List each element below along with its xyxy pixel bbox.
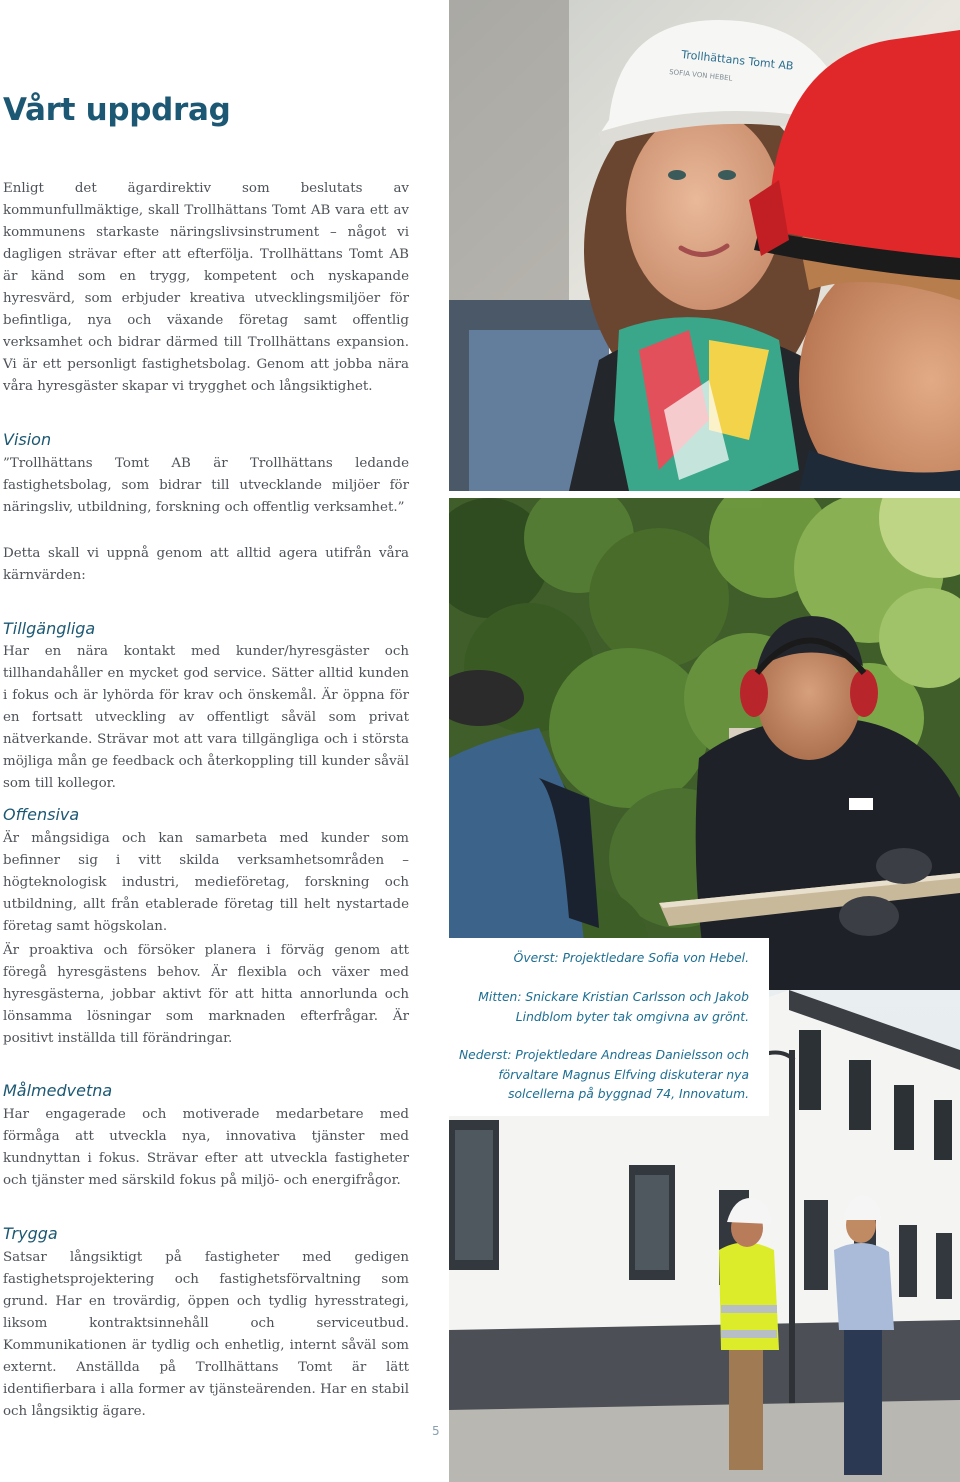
tillgangliga-heading: Tillgängliga	[3, 619, 96, 638]
photo-carpenters	[449, 498, 960, 990]
page-title: Vårt uppdrag	[3, 92, 231, 128]
photo-project-manager	[449, 0, 960, 491]
offensiva-heading: Offensiva	[3, 805, 80, 824]
helmet-logo-text: Trollhättans Tomt AB	[680, 48, 795, 73]
tillgangliga-text: Har en nära kontakt med kunder/hyresgäster och tillhandahåller en mycket god service. Sätter alltid kunden i fokus och är lyhörda för krav och önskemål. Är öppna för en fortsatt utveckling av offentligt såväl som privat nätverkande. Strävar mot att vara tillgängliga och i största möjliga mån ge feedback och återkoppling till kunder såväl som till kollegor.	[3, 644, 409, 791]
caption-top: Överst: Projektledare Sofia von Hebel.	[513, 951, 749, 965]
page-number: 5	[432, 1424, 440, 1438]
vision-followup: Detta skall vi uppnå genom att alltid agera utifrån våra kärnvärden:	[3, 546, 409, 583]
malmedvetna-heading: Målmedvetna	[3, 1081, 113, 1100]
malmedvetna-text: Har engagerade och motiverade medarbetare med förmåga att utveckla nya, innovativa tjänster med kundnyttan i fokus. Strävar efter att utveckla fastigheter och tjänster med särskild fokus på miljö- och energifrågor.	[3, 1107, 409, 1188]
trygga-heading: Trygga	[3, 1224, 58, 1243]
vision-quote: ”Trollhättans Tomt AB är Trollhättans ledande fastighetsbolag, som bidrar till utvecklande miljöer för näringsliv, utbildning, forskning och offentlig verksamhet.”	[3, 456, 409, 515]
caption-middle: Mitten: Snickare Kristian Carlsson och Jakob Lindblom byter tak omgivna av grönt.	[478, 990, 749, 1024]
offensiva-text: Är mångsidiga och kan samarbeta med kunder som befinner sig i vitt skilda verksamhetsområden – högteknologisk industri, medieföretag, forskning och utbildning, allt från etablerade företag till helt nystartade företag samt högskolan.	[3, 831, 409, 934]
caption-bottom: Nederst: Projektledare Andreas Danielsson och förvaltare Magnus Elfving diskuterar nya solcellerna på byggnad 74, Innovatum.	[458, 1048, 749, 1101]
helmet-name-text: SOFIA VON HEBEL	[668, 68, 733, 83]
vision-heading: Vision	[3, 430, 52, 449]
trygga-text: Satsar långsiktigt på fastigheter med gedigen fastighetsprojektering och fastighetsförvaltning som grund. Har en trovärdig, öppen och tydlig hyresstrategi, liksom kontraktsinnehåll och serviceutbud. Kommunikationen är tydlig och enhetlig, internt såväl som externt. Anställda på Trollhättans Tomt är lätt identifierbara i alla former av tjänsteärenden. Har en stabil och långsiktig ägare.	[3, 1250, 409, 1419]
offensiva-text-2: Är proaktiva och försöker planera i förväg genom att föregå hyresgästens behov. Är flexibla och växer med hyresgästerna, jobbar aktivt för att hitta annorlunda och lönsamma lösningar som marknaden efterfrågar. Är positivt inställda till förändringar.	[3, 943, 409, 1046]
intro-paragraph: Enligt det ägardirektiv som beslutats av kommunfullmäktige, skall Trollhättans Tomt AB vara ett av kommunens starkaste näringslivsinstrument – något vi dagligen strävar efter att efterfölja. Trollhättans Tomt AB är känd som en trygg, kompetent och nyskapande hyresvärd, som erbjuder kreativa utvecklingsmiljöer för befintliga, nya och växande företag samt offentlig verksamhet och bidrar därmed till Trollhättans expansion. Vi är ett personligt fastighetsbolag. Genom att jobba nära våra hyresgäster skapar vi trygghet och långsiktighet.	[3, 181, 409, 394]
